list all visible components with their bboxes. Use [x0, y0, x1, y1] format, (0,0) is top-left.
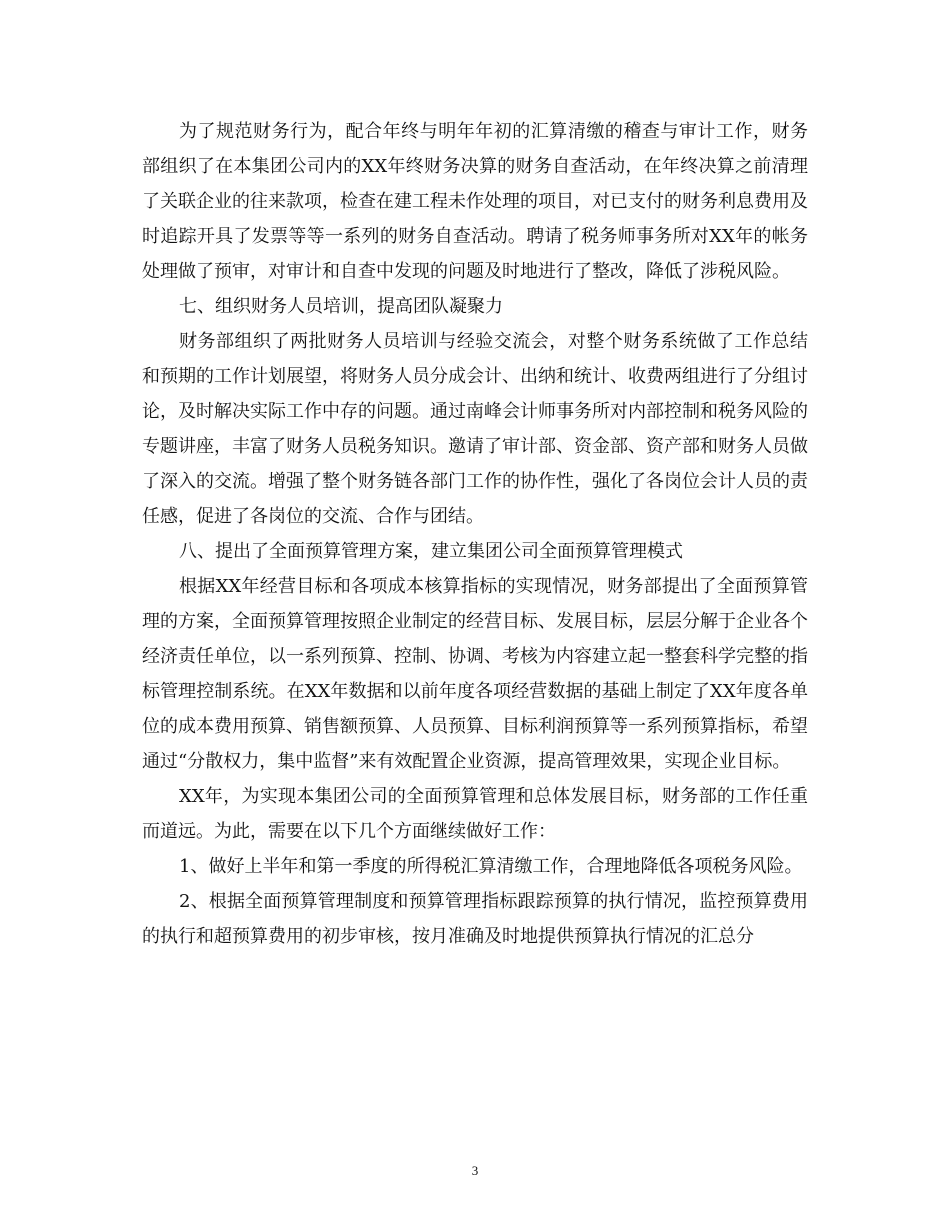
- list-item-1: 1、做好上半年和第一季度的所得税汇算清缴工作，合理地降低各项税务风险。: [179, 856, 803, 877]
- page-number: 3: [471, 1163, 479, 1178]
- heading-section-seven: 七、组织财务人员培训，提高团队凝聚力: [179, 296, 503, 317]
- paragraph-training: 财务部组织了两批财务人员培训与经验交流会，对整个财务系统做了工作总结和预期的工作计划展望，将财务人员分成会计、出纳和统计、收费两组进行了分组讨论，及时解决实际工作中存的问题。通过南峰会计师事务所对内部控制和税务风险的专题讲座，丰富了财务人员税务知识。邀请了审计部、资金部、资产部和财务人员做了深入的交流。增强了整个财务链各部门工作的协作性，强化了各岗位会计人员的责任感，促进了各岗位的交流、合作与团结。: [142, 331, 808, 527]
- paragraph-outlook: XX年，为实现本集团公司的全面预算管理和总体发展目标，财务部的工作任重而道远。为此，需要在以下几个方面继续做好工作：: [142, 786, 808, 842]
- paragraph-self-inspection: 为了规范财务行为，配合年终与明年年初的汇算清缴的稽查与审计工作，财务部组织了在本集团公司内的XX年终财务决算的财务自查活动，在年终决算之前清理了关联企业的往来款项，检查在建工程未作处理的项目，对已支付的财务利息费用及时追踪开具了发票等等一系列的财务自查活动。聘请了税务师事务所对XX年的帐务处理做了预审，对审计和自查中发现的问题及时地进行了整改，降低了涉税风险。: [142, 121, 808, 282]
- list-item-2: 2、根据全面预算管理制度和预算管理指标跟踪预算的执行情况，监控预算费用的执行和超预算费用的初步审核，按月准确及时地提供预算执行情况的汇总分: [142, 891, 808, 947]
- document-body: [142, 114, 808, 954]
- paragraph-budget-plan: 根据XX年经营目标和各项成本核算指标的实现情况，财务部提出了全面预算管理的方案，全面预算管理按照企业制定的经营目标、发展目标，层层分解于企业各个经济责任单位，以一系列预算、控制、协调、考核为内容建立起一整套科学完整的指标管理控制系统。在XX年数据和以前年度各项经营数据的基础上制定了XX年度各单位的成本费用预算、销售额预算、人员预算、目标利润预算等一系列预算指标，希望通过“分散权力，集中监督”来有效配置企业资源，提高管理效果，实现企业目标。: [142, 576, 808, 772]
- heading-section-eight: 八、提出了全面预算管理方案，建立集团公司全面预算管理模式: [179, 541, 683, 562]
